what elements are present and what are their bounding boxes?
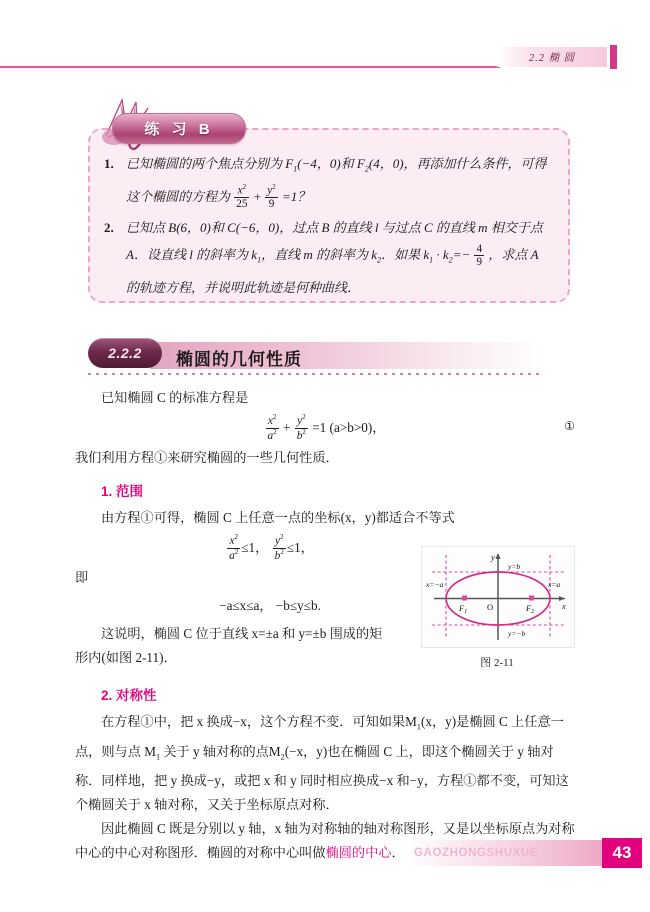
equation-tail: =1 (a>b>0)， — [312, 420, 386, 436]
section-number-badge — [88, 338, 162, 368]
exercise-item-2-number: 2. — [104, 220, 114, 236]
header-accent-tick — [610, 45, 617, 69]
exercise-item-1-line-2: 这个椭圆的方程为 $\frac{x^2}{25}$ + $\frac{y^2}{9}$ =1？ — [126, 183, 311, 210]
running-header-band — [497, 47, 607, 67]
running-header-text: 2.2 椭 圆 — [528, 52, 576, 64]
property-2-paragraph-1: 在方程①中，把 x 换成−x，这个方程不变．可知如果$M_1(x$，y)是椭圆 C 上任意一点，则与点 $M_1$ 关于 y 轴对称的点$M_2(-x$，y)也在椭圆 C 上，即这个椭圆关于 y 轴对称．同样地，把 y 换成−y，或把 x 和 y 同时相应换成−x 和−y，方程①都不变，可知这个椭圆关于 x 轴对称，又关于坐标原点对称． — [75, 714, 569, 813]
ji-label: 即 — [75, 570, 89, 585]
fraction-x2-over-25: $\frac{x^2}{25}$ — [236, 183, 248, 210]
exercise-list — [104, 150, 556, 305]
focus-2-marker — [529, 596, 534, 601]
f1-subscript: 1 — [293, 164, 298, 174]
y-axis-arrow — [495, 553, 500, 559]
coordinate-axes — [434, 554, 565, 640]
exercise-item-2-line-2: A．设直线 l 的斜率为 $k_1$，直线 m 的斜率为 $k_2$．如果 $k_1 \cdot k_2=-$ $\frac{4}{9}$ ，求点 A — [126, 242, 539, 269]
after-equation-line: 我们利用方程①来研究椭圆的一些几何性质． — [75, 450, 339, 465]
inequality-row-2: −a≤x≤a， −b≤y≤b. — [219, 598, 321, 613]
m1-subscript: 1 — [416, 722, 421, 732]
property-1-heading: 1. 范围 — [101, 484, 144, 499]
page-number: 43 — [602, 838, 642, 868]
exercise-item-2-body — [126, 214, 556, 301]
keyword-ellipse-center: 椭圆的中心 — [325, 845, 392, 861]
label-focus-2: $F_2$ — [526, 603, 535, 615]
bounding-dashed-lines — [432, 555, 566, 639]
exercise-item-1-body — [126, 150, 556, 210]
label-line-x-neg-a: x=−a — [426, 580, 444, 589]
footer-watermark: GAOZHONGSHUXUE — [414, 847, 539, 859]
label-x-axis: x — [562, 601, 566, 611]
property-2-paragraph-2: 因此椭圆 C 既是分别以 y 轴，x 轴为对称轴的轴对称图形，又是以坐标原点为对称中心的中心对称图形．椭圆的对称中心叫做椭圆的中心． — [75, 821, 575, 861]
standard-equation: $\frac{x^2}{a^2}$ + $\frac{y^2}{b^2}$ =1 (a>b>0)， ① — [267, 413, 575, 442]
header-rule — [0, 66, 500, 68]
fraction-x2-over-a2: $\frac{x^2}{a^2}$ — [267, 413, 277, 442]
property-1-line-1: 由方程①可得，椭圆 C 上任意一点的坐标(x，y)都适合不等式 — [101, 510, 455, 525]
k1-subscript: 1 — [257, 255, 262, 265]
f2-subscript: 2 — [364, 164, 369, 174]
property-1-line-2: 这说明，椭圆 C 位于直线 x=±a 和 y=±b 围成的矩 — [101, 626, 383, 641]
section-number-label: 2.2.2 — [108, 345, 142, 361]
label-focus-1: $F_1$ — [459, 603, 468, 615]
label-line-y-neg-b: y=−b — [508, 629, 526, 638]
focus-1-marker — [462, 596, 467, 601]
property-2-heading: 2. 对称性 — [101, 688, 157, 703]
exercise-item-1-number: 1. — [104, 156, 114, 171]
exercise-badge-label: 练 习 B — [144, 121, 214, 138]
figure-2-11 — [421, 546, 573, 670]
label-origin: O — [487, 602, 494, 612]
fraction-y2-over-b2-ineq: $\frac{y^2}{b^2}$ — [274, 533, 284, 562]
inequality-row-1: $\frac{x^2}{a^2}$ ≤1， $\frac{y^2}{b^2}$ ≤1， — [229, 533, 314, 562]
m2-subscript: 2 — [280, 752, 285, 762]
label-line-x-a: x=a — [548, 580, 561, 589]
exercise-item-2 — [104, 214, 556, 301]
figure-2-11-canvas — [421, 546, 575, 648]
section-dotted-divider — [88, 373, 540, 375]
k2-subscript: 2 — [377, 255, 382, 265]
property-1-line-3: 形内(如图 2-11)． — [75, 650, 177, 665]
exercise-item-1-line-1: 已知椭圆的两个焦点分别为 $F_1(-4$，0)和 $F_2(4$，0)，再添加什么条件，可得 — [126, 156, 547, 174]
figure-caption: 图 2-11 — [480, 657, 514, 669]
exercise-item-1 — [104, 150, 556, 210]
fraction-y2-over-9: $\frac{y^2}{9}$ — [267, 183, 276, 210]
fraction-y2-over-b2: $\frac{y^2}{b^2}$ — [296, 413, 306, 442]
section-title: 椭圆的几何性质 — [176, 350, 302, 369]
label-y-axis: y — [491, 552, 495, 562]
fraction-4-over-9: $\frac{4}{9}$ — [476, 242, 483, 269]
exercise-item-2-line-3: 的轨迹方程，并说明此轨迹是何种曲线． — [126, 279, 361, 295]
label-line-y-b: y=b — [508, 562, 521, 571]
exercise-badge — [112, 113, 246, 144]
equation-tag-1: ① — [564, 419, 575, 433]
fraction-x2-over-a2-ineq: $\frac{x^2}{a^2}$ — [229, 533, 239, 562]
exercise-item-2-line-1: 已知点 B(6，0)和 C(−6，0)，过点 B 的直线 l 与过点 C 的直线 m 相交于点 — [126, 220, 543, 236]
ellipse-diagram — [422, 547, 574, 647]
intro-line: 已知椭圆 C 的标准方程是 — [101, 390, 249, 405]
